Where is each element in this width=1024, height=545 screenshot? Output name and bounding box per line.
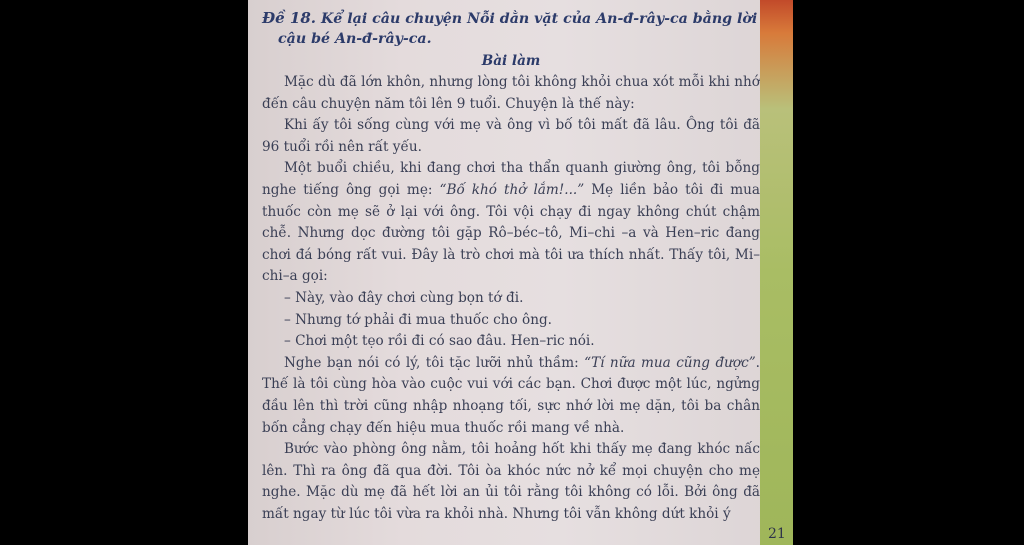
section-heading: Bài làm (481, 53, 541, 69)
paragraph-4-quote: “Tí nữa mua cũng được” (584, 354, 756, 371)
dialogue-line-3: – Chơi một tẹo rồi đi có sao đâu. Hen–ric nói. (284, 333, 595, 350)
paragraph-3-end: Mẹ liền bảo tôi đi mua thuốc còn mẹ sẽ ở lại với ông. Tôi vội chạy đi ngay không chút chậm chễ. Nhưng dọc đường tôi gặp Rô–béc–tô, Mi–chi –a và Hen–ric đang chơi đá bóng rất vui. Đây là trò chơi mà tôi ưa thích nhất. Thấy tôi, Mi–chi–a gọi: (262, 181, 761, 285)
exercise-number: Đề 18. (262, 9, 316, 27)
exercise-title (262, 8, 760, 49)
page-text (262, 8, 760, 525)
paragraph-4 (262, 353, 760, 439)
paragraph-3 (262, 158, 760, 288)
paragraph-5: Bước vào phòng ông nằm, tôi hoảng hốt khi thấy mẹ đang khóc nấc lên. Thì ra ông đã qua đời. Tôi òa khóc nức nở kể mọi chuyện cho mẹ nghe. Mặc dù mẹ đã hết lời an ủi tôi rằng tôi không có lỗi. Bởi ông đã mất ngay từ lúc tôi vừa ra khỏi nhà. Nhưng tôi vẫn không dứt khỏi ý (262, 441, 760, 522)
dialogue-line-2: – Nhưng tớ phải đi mua thuốc cho ông. (284, 311, 552, 328)
paragraph-3-start: Một buổi chiều, khi đang chơi tha thẩn quanh giường ông, tôi bỗng nghe tiếng ông gọi mẹ: (262, 160, 760, 198)
background-cover-edge (760, 0, 793, 545)
title-line-2: cậu bé An-đ-rây-ca. (278, 31, 432, 47)
dialogue-line-1: – Này, vào đây chơi cùng bọn tớ đi. (284, 289, 524, 306)
title-line-1: Kể lại câu chuyện Nỗi dằn vặt của An-đ-rây-ca bằng lời (320, 11, 758, 27)
page-number: 21 (768, 526, 786, 542)
paragraph-4-end: . Thế là tôi cùng hòa vào cuộc vui với các bạn. Chơi được một lúc, ngửng đầu lên thì trời cũng nhập nhoạng tối, sực nhớ lời mẹ dặn, tôi ba chân bốn cẳng chạy đến hiệu mua thuốc rồi mang về nhà. (262, 354, 760, 436)
paragraph-1: Mặc dù đã lớn khôn, nhưng lòng tôi không khỏi chua xót mỗi khi nhớ đến câu chuyện năm tôi lên 9 tuổi. Chuyện là thế này: (262, 74, 760, 112)
book-page (248, 0, 768, 545)
paragraph-3-quote: “Bố khó thở lắm!...” (439, 181, 585, 198)
paragraph-4-start: Nghe bạn nói có lý, tôi tặc lưỡi nhủ thầm: (284, 354, 585, 371)
paragraph-2: Khi ấy tôi sống cùng với mẹ và ông vì bố tôi mất đã lâu. Ông tôi đã 96 tuổi rồi nên rất yếu. (262, 117, 760, 155)
